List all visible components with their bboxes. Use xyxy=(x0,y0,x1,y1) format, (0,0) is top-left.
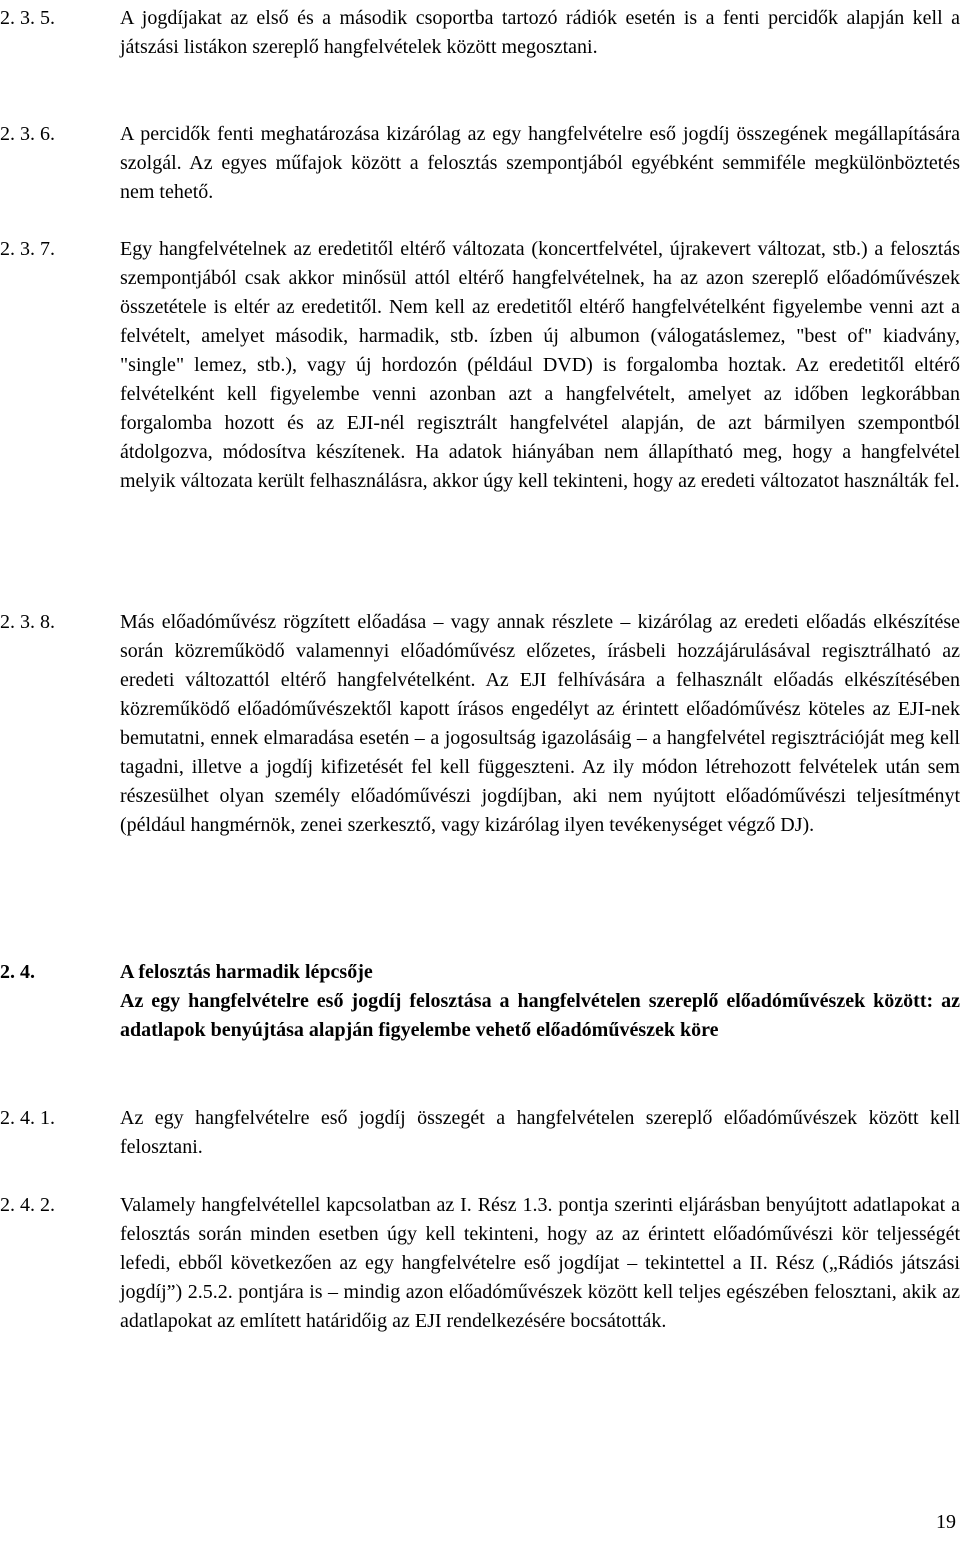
section-subtitle: Az egy hangfelvételre eső jogdíj felosztása a hangfelvételen szereplő előadóművészek között: az adatlapok benyújtása alapján figyelembe vehető előadóművészek köre xyxy=(120,990,960,1041)
section-text: Valamely hangfelvétellel kapcsolatban az I. Rész 1.3. pontja szerinti eljárásban benyújtott adatlapokat a felosztás során minden esetben úgy kell tekinteni, hogy az az érintett előadóművészi kör teljességét lefedi, ebből következően az egy hangfelvételre eső jogdíjat – tekintettel a II. Rész („Rádiós játszási jogdíj”) 2.5.2. pontjára is – mindig azon előadóművészek között kell teljes egészében felosztani, akik az adatlapokat az említett határidőig az EJI rendelkezésére bocsátották. xyxy=(120,1194,960,1332)
section-2-3-6 xyxy=(0,120,960,207)
section-2-3-7 xyxy=(0,235,960,496)
section-2-4-1 xyxy=(0,1104,960,1162)
section-number: 2. 3. 5. xyxy=(0,7,55,29)
section-2-4-2 xyxy=(0,1191,960,1336)
section-number: 2. 4. 1. xyxy=(0,1107,55,1129)
section-2-3-8 xyxy=(0,608,960,840)
section-text: Más előadóművész rögzített előadása – vagy annak részlete – kizárólag az eredeti előadás elkészítése során közreműködő valamennyi előadóművész előzetes, írásbeli hozzájárulásával regisztrálható az eredeti változattól eltérő hangfelvételként. Az EJI felhívására a felhasznált előadás elkészítésében közreműködő előadóművészektől kapott írásos engedélyt az érintett előadóművész köteles az EJI-nek bemutatni, ennek elmaradása esetén – a jogosultság igazolásáig – a hangfelvétel regisztrációját meg kell tagadni, illetve a jogdíj kifizetését fel kell függeszteni. Az ily módon létrehozott felvételek után sem részesülhet olyan személy előadóművészi jogdíjban, aki nem nyújtott előadóművészi teljesítményt (például hangmérnök, zenei szerkesztő, vagy kizárólag ilyen tevékenységet végző DJ). xyxy=(120,611,960,836)
section-number: 2. 4. 2. xyxy=(0,1194,55,1216)
section-number: 2. 3. 6. xyxy=(0,123,55,145)
section-text: A jogdíjakat az első és a második csoportba tartozó rádiók esetén is a fenti percidők alapján kell a játszási listákon szereplő hangfelvételek között megosztani. xyxy=(120,7,960,58)
section-2-4 xyxy=(0,958,960,1045)
section-number: 2. 3. 7. xyxy=(0,238,55,260)
page-number: 19 xyxy=(936,1511,956,1533)
section-2-3-5 xyxy=(0,4,960,62)
section-number: 2. 4. xyxy=(0,961,35,983)
section-title: A felosztás harmadik lépcsője xyxy=(120,961,373,983)
section-number: 2. 3. 8. xyxy=(0,611,55,633)
section-text: A percidők fenti meghatározása kizárólag az egy hangfelvételre eső jogdíj összegének megállapítására szolgál. Az egyes műfajok között a felosztás szempontjából egyébként semmiféle megkülönböztetés nem tehető. xyxy=(120,123,960,203)
section-text: Egy hangfelvételnek az eredetitől eltérő változata (koncertfelvétel, újrakevert változat, stb.) a felosztás szempontjából csak akkor minősül attól eltérő hangfelvételnek, ha az azon szereplő előadóművészek összetétele is eltér az eredetitől. Nem kell az eredetitől eltérő hangfelvételként figyelembe venni azt a felvételt, amelyet második, harmadik, stb. ízben új albumon (válogatáslemez, "best of" kiadvány, "single" lemez, stb.), vagy új hordozón (például DVD) is forgalomba hoztak. Az eredetitől eltérő felvételként kell figyelembe venni azonban azt a hangfelvételt, amelyet az időben legkorábban forgalomba hozott és az EJI-nél regisztrált hangfelvétel alapján, de azt bármilyen szempontból átdolgozva, módosítva készítenek. Ha adatok hiányában nem állapítható meg, hogy a hangfelvétel melyik változata került felhasználásra, akkor úgy kell tekinteni, hogy az eredeti változatot használták fel. xyxy=(120,238,960,492)
section-text: Az egy hangfelvételre eső jogdíj összegét a hangfelvételen szereplő előadóművészek között kell felosztani. xyxy=(120,1107,960,1158)
